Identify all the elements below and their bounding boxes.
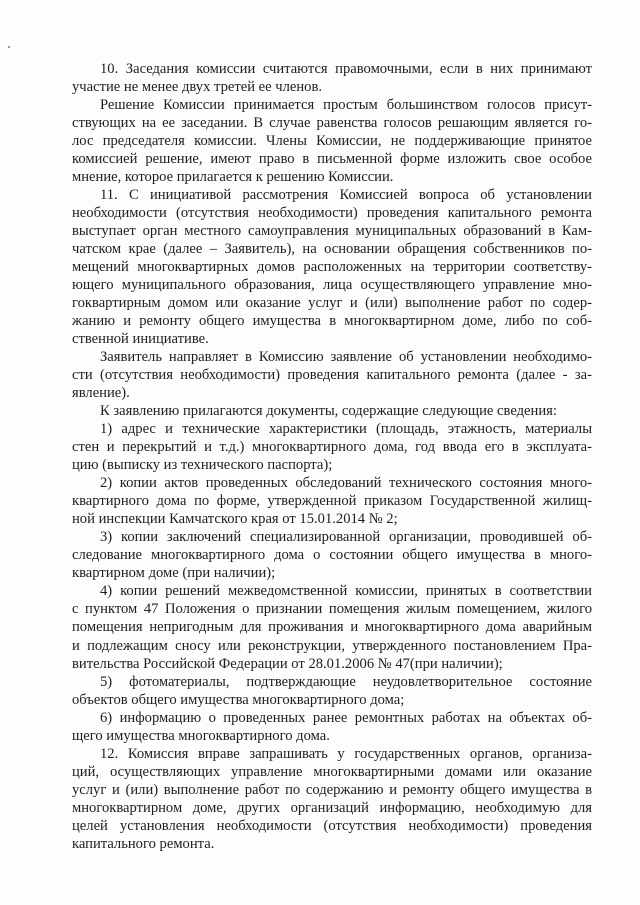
text-line: помещения непригодным для проживания и многоквартирного дома аварийным [72, 619, 592, 636]
text-line: 12. Комиссия вправе запрашивать у государственных органов, организа- [100, 745, 592, 762]
text-line: К заявлению прилагаются документы, содержащие следующие сведения: [100, 403, 557, 420]
text-line: необходимости (отсутствия необходимости) проведения капитального ремонта [72, 205, 592, 222]
text-line: объектов общего имущества многоквартирного дома; [72, 691, 405, 708]
text-line: вительства Российской Федерации от 28.01.2006 № 47(при наличии); [72, 655, 503, 672]
text-line: и подлежащим сносу или реконструкции, утвержденного постановлением Пра- [72, 637, 592, 654]
text-line: услуг и (или) выполнение работ по содержанию и ремонту общего имущества в [72, 781, 592, 798]
text-line: следование многоквартирного дома о состоянии общего имущества в много- [72, 547, 592, 564]
text-line: 2) копии актов проведенных обследований технического состояния много- [100, 475, 592, 492]
text-line: квартирного дома по форме, утвержденной приказом Государственной жилищ- [72, 493, 592, 510]
text-line: 3) копии заключений специализированной организации, проводившей об- [100, 529, 592, 546]
text-line: ций, осуществляющих управление многоквартирными домами или оказание [72, 763, 592, 780]
text-line: участие не менее двух третей ее членов. [72, 79, 323, 96]
text-line: сти (отсутствия необходимости) проведения капитального ремонта (далее - за- [72, 367, 592, 384]
text-line: мещений многоквартирных домов расположенных на территории соответству- [72, 259, 592, 276]
text-line: мнение, которое прилагается к решению Комиссии. [72, 169, 394, 186]
text-line: 5) фотоматериалы, подтверждающие неудовлетворительное состояние [100, 673, 592, 690]
text-line: гоквартирным домом или оказание услуг и (или) выполнение работ по содер- [72, 295, 592, 312]
document-body [72, 60, 592, 853]
margin-dot [8, 46, 10, 48]
text-line: лос председателя комиссии. Члены Комиссии, не поддерживающие принятое [72, 133, 592, 150]
text-line: 11. С инициативой рассмотрения Комиссией вопроса об установлении [100, 187, 592, 204]
text-line: цию (выписку из технического паспорта); [72, 457, 333, 474]
text-line: 4) копии решений межведомственной комиссии, принятых в соответствии [100, 583, 592, 600]
text-line: ной инспекции Камчатского края от 15.01.2014 № 2; [72, 511, 398, 528]
text-line: многоквартирном доме, других организаций информацию, необходимую для [72, 799, 592, 816]
text-line: ственной инициативе. [72, 331, 209, 348]
text-line: ющего муниципального образования, лица осуществляющего управление мно- [72, 277, 592, 294]
text-line: Заявитель направляет в Комиссию заявление об установлении необходимо- [100, 349, 592, 366]
text-line: капитального ремонта. [72, 835, 215, 852]
text-line: квартирном доме (при наличии); [72, 565, 276, 582]
text-line: 10. Заседания комиссии считаются правомочными, если в них принимают [100, 61, 592, 77]
text-line: щего имущества многоквартирного дома. [72, 727, 330, 744]
text-line: целей установления необходимости (отсутствия необходимости) проведения [72, 817, 592, 834]
text-line: явление). [72, 385, 130, 402]
text-line: 6) информацию о проведенных ранее ремонтных работах на объектах об- [100, 709, 592, 726]
text-line: комиссией решение, имеют право в письменной форме изложить свое особое [72, 151, 592, 168]
text-line: 1) адрес и технические характеристики (площадь, этажность, материалы [100, 421, 592, 438]
text-line: стен и перекрытий и т.д.) многоквартирного дома, год ввода его в эксплуата- [72, 439, 592, 456]
text-line: с пунктом 47 Положения о признании помещения жилым помещением, жилого [72, 601, 592, 618]
text-line: жанию и ремонту общего имущества в многоквартирном доме, либо по соб- [72, 313, 592, 330]
text-line: чатском крае (далее – Заявитель), на основании обращения собственников по- [72, 241, 592, 258]
text-line: Решение Комиссии принимается простым большинством голосов присут- [100, 97, 592, 114]
text-line: выступает орган местного самоуправления муниципальных образований в Кам- [72, 223, 592, 240]
text-line: ствующих на ее заседании. В случае равенства голосов решающим является го- [72, 115, 592, 132]
